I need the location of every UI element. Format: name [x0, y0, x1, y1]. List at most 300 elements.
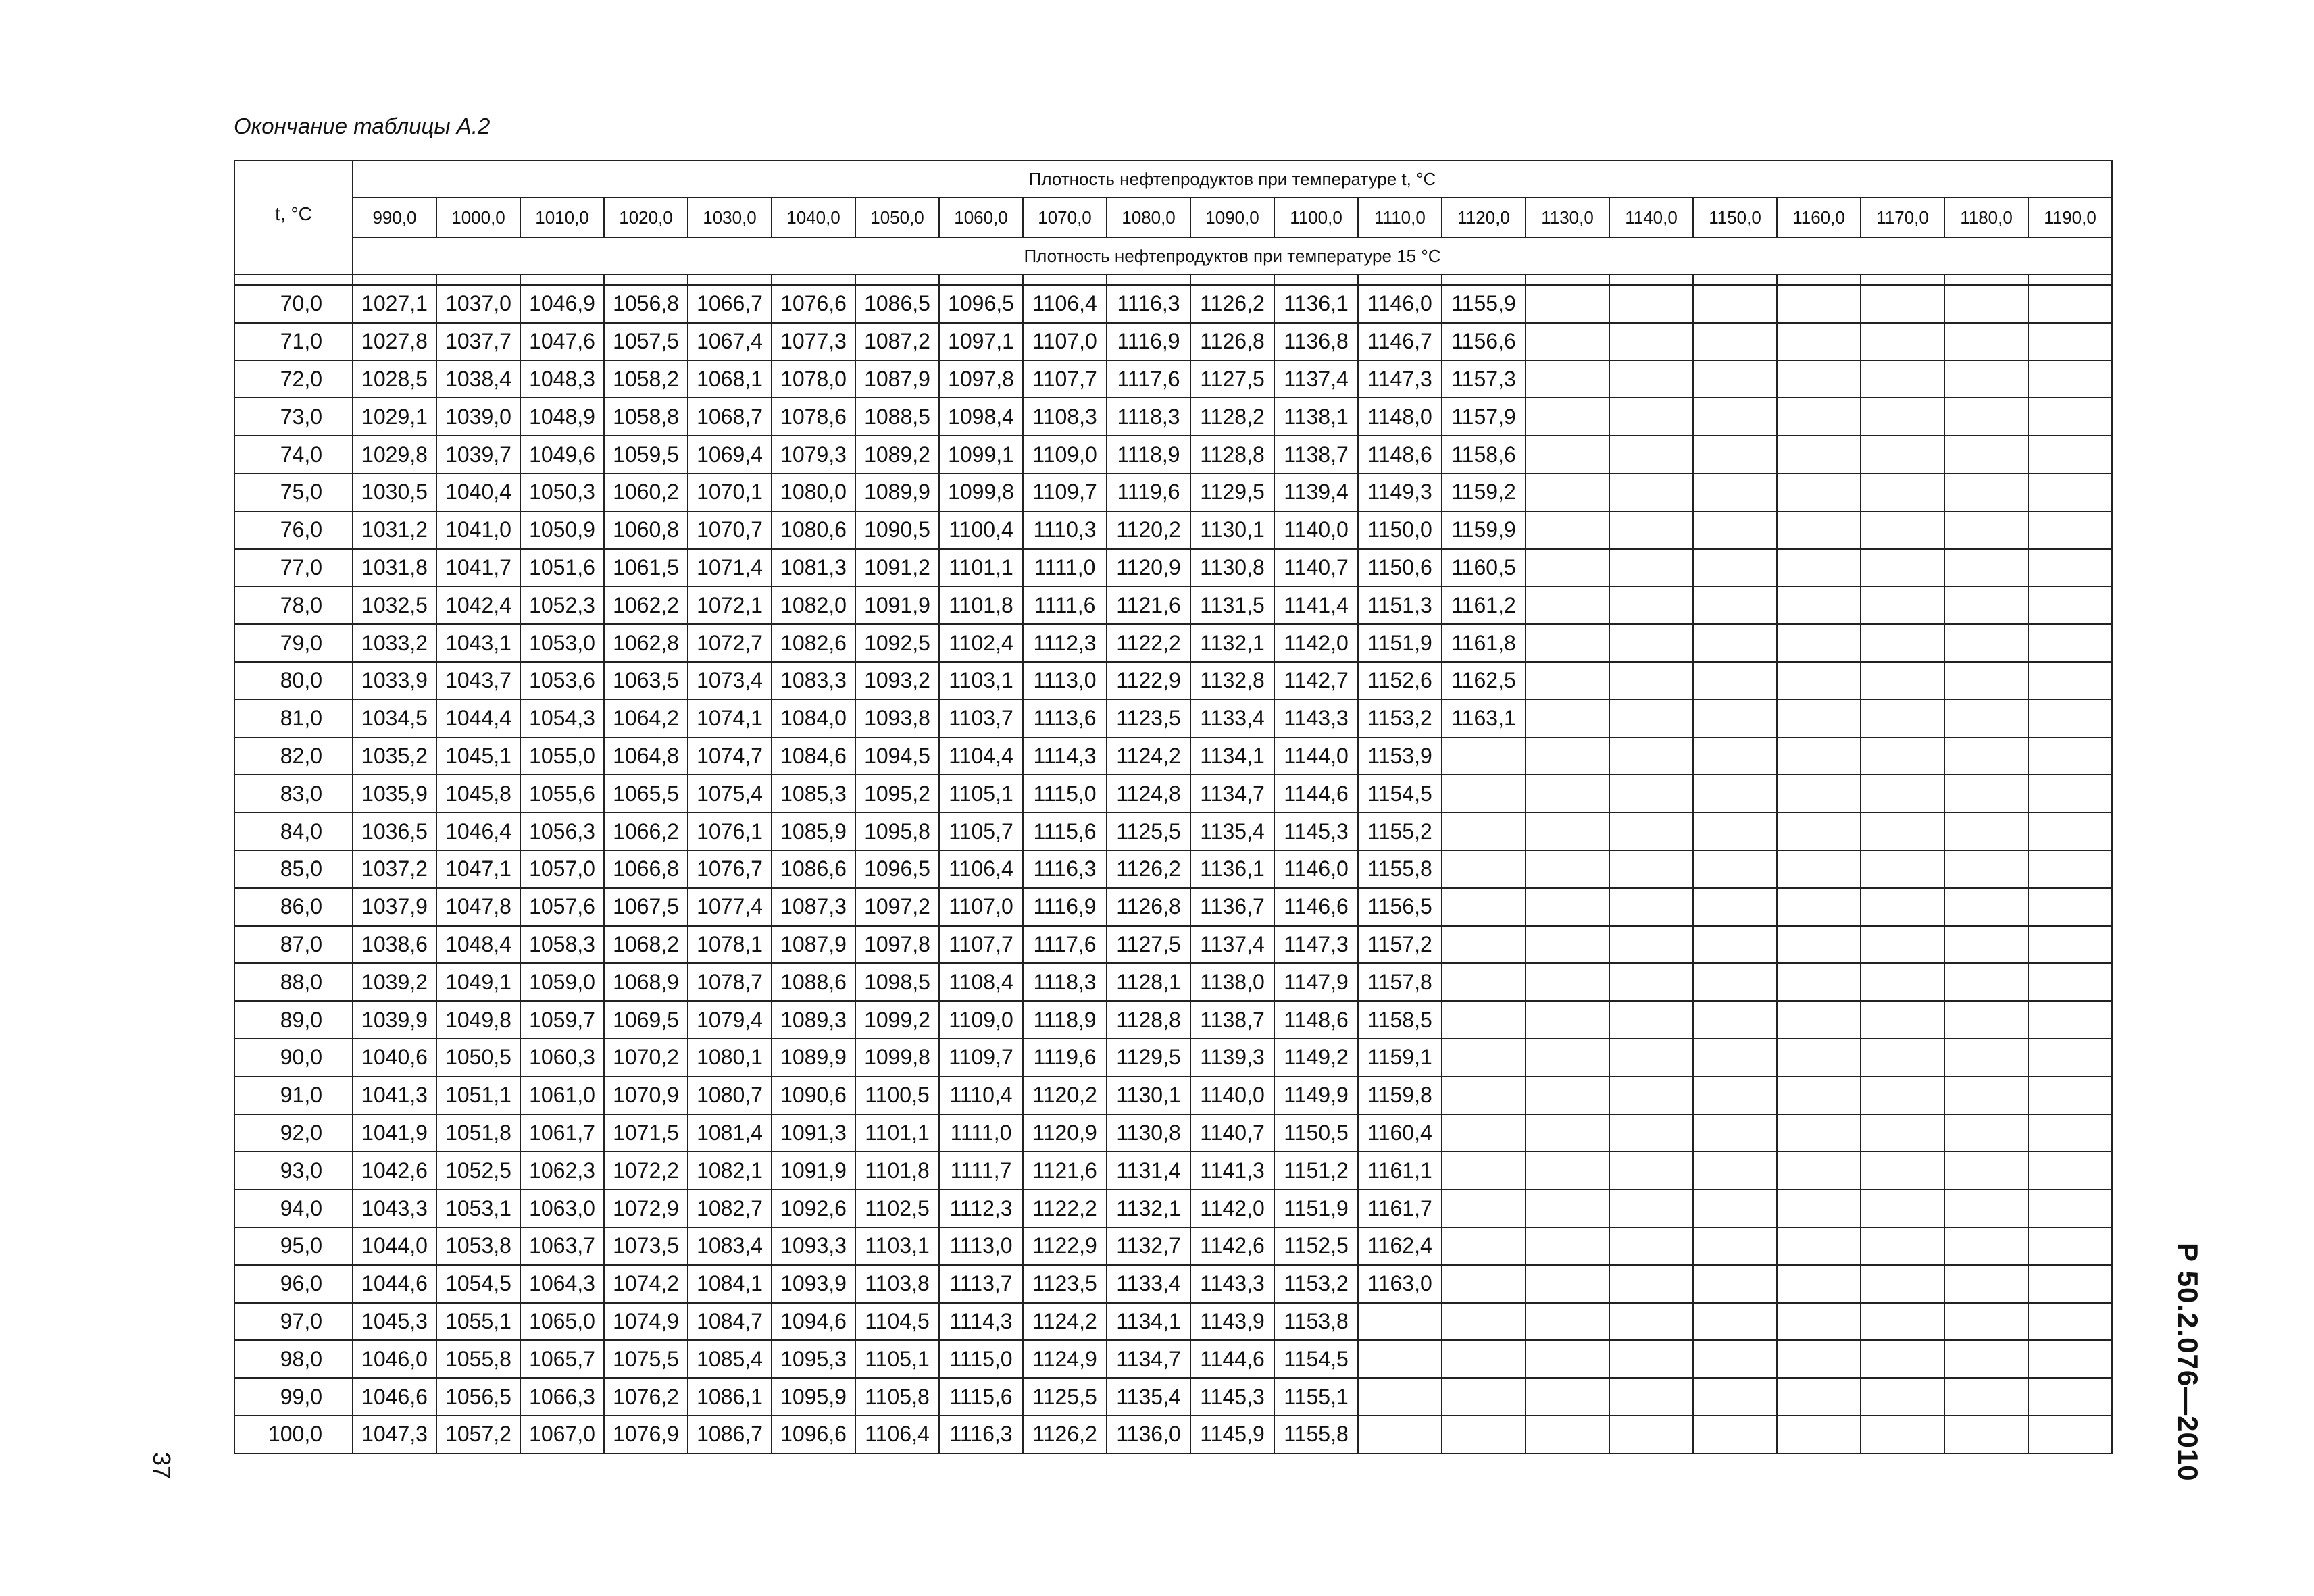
density-cell: 1085,4 [688, 1340, 772, 1378]
density-cell: 1155,1 [1274, 1378, 1358, 1416]
density-cell: 1133,4 [1190, 700, 1274, 738]
density-cell [1526, 1265, 1609, 1303]
density-cell: 1052,3 [520, 586, 604, 624]
density-cell [1693, 1265, 1777, 1303]
density-cell [2028, 624, 2112, 662]
temperature-cell: 74,0 [234, 436, 353, 473]
density-cell [1609, 775, 1693, 813]
spacer-cell [1693, 274, 1777, 285]
density-cell: 1153,9 [1358, 738, 1442, 775]
density-cell [1777, 926, 1861, 964]
density-cell: 1041,7 [436, 549, 520, 587]
density-cell [1609, 1189, 1693, 1227]
density-cell: 1029,1 [353, 398, 436, 436]
density-cell: 1057,2 [436, 1416, 520, 1453]
density-cell: 1071,4 [688, 549, 772, 587]
density-cell: 1050,3 [520, 473, 604, 511]
density-cell: 1097,8 [855, 926, 939, 964]
density-cell: 1031,2 [353, 511, 436, 549]
density-cell [1609, 549, 1693, 587]
density-cell [1609, 1303, 1693, 1341]
density-cell [1609, 511, 1693, 549]
density-cell: 1059,0 [520, 963, 604, 1001]
density-cell [1693, 662, 1777, 700]
density-cell: 1056,5 [436, 1378, 520, 1416]
density-cell [1609, 1152, 1693, 1189]
density-cell: 1065,0 [520, 1303, 604, 1341]
density-cell: 1047,3 [353, 1416, 436, 1453]
density-cell: 1104,4 [939, 738, 1023, 775]
density-cell: 1039,7 [436, 436, 520, 473]
density-cell: 1062,2 [604, 586, 688, 624]
density-cell: 1137,4 [1274, 361, 1358, 398]
temperature-cell: 71,0 [234, 323, 353, 361]
density-cell: 1057,5 [604, 323, 688, 361]
density-cell [1777, 624, 1861, 662]
spacer-cell [604, 274, 688, 285]
density-cell: 1113,6 [1023, 700, 1107, 738]
density-cell [1609, 1378, 1693, 1416]
spacer-cell [234, 274, 353, 285]
column-header: 990,0 [353, 197, 436, 238]
column-header: 1050,0 [855, 197, 939, 238]
density-cell [2028, 511, 2112, 549]
density-cell: 1140,7 [1274, 549, 1358, 587]
temperature-cell: 88,0 [234, 963, 353, 1001]
temperature-cell: 98,0 [234, 1340, 353, 1378]
density-cell: 1135,4 [1107, 1378, 1190, 1416]
density-cell [1777, 1227, 1861, 1265]
table-row [234, 1303, 2112, 1341]
density-cell: 1129,5 [1190, 473, 1274, 511]
density-cell: 1122,9 [1107, 662, 1190, 700]
density-cell: 1150,0 [1358, 511, 1442, 549]
density-cell: 1052,5 [436, 1152, 520, 1189]
density-cell [2028, 1416, 2112, 1453]
density-cell [1944, 738, 2028, 775]
density-cell: 1045,1 [436, 738, 520, 775]
density-cell: 1063,7 [520, 1227, 604, 1265]
table-row [234, 850, 2112, 888]
density-cell: 1086,7 [688, 1416, 772, 1453]
density-cell [1693, 1114, 1777, 1152]
density-cell: 1111,6 [1023, 586, 1107, 624]
density-cell [2028, 285, 2112, 323]
density-cell [1944, 850, 2028, 888]
density-cell: 1101,8 [855, 1152, 939, 1189]
density-cell: 1082,1 [688, 1152, 772, 1189]
density-cell [1861, 1303, 1944, 1341]
density-cell: 1047,6 [520, 323, 604, 361]
density-cell: 1116,9 [1107, 323, 1190, 361]
spacer-cell [2028, 274, 2112, 285]
density-cell: 1112,3 [939, 1189, 1023, 1227]
density-cell [1777, 1378, 1861, 1416]
density-cell [1861, 398, 1944, 436]
density-cell: 1034,5 [353, 700, 436, 738]
density-cell: 1127,5 [1190, 361, 1274, 398]
density-cell [1777, 1189, 1861, 1227]
density-cell [1861, 511, 1944, 549]
spacer-cell [1944, 274, 2028, 285]
density-cell: 1134,7 [1190, 775, 1274, 813]
table-row [234, 700, 2112, 738]
density-cell: 1125,5 [1023, 1378, 1107, 1416]
density-cell [1442, 1077, 1526, 1114]
density-cell: 1055,6 [520, 775, 604, 813]
density-cell: 1096,5 [939, 285, 1023, 323]
density-cell: 1162,5 [1442, 662, 1526, 700]
density-cell [2028, 398, 2112, 436]
density-cell [1526, 1416, 1609, 1453]
density-cell [1861, 775, 1944, 813]
density-cell: 1107,7 [1023, 361, 1107, 398]
density-cell: 1120,2 [1023, 1077, 1107, 1114]
density-cell: 1152,5 [1274, 1227, 1358, 1265]
column-header: 1010,0 [520, 197, 604, 238]
table-row [234, 926, 2112, 964]
column-header-row [234, 197, 2112, 238]
density-cell [1693, 361, 1777, 398]
density-cell: 1128,2 [1190, 398, 1274, 436]
density-cell [2028, 662, 2112, 700]
density-cell [1861, 1227, 1944, 1265]
density-cell: 1109,7 [1023, 473, 1107, 511]
density-cell: 1126,8 [1190, 323, 1274, 361]
density-cell [1693, 586, 1777, 624]
density-cell [1693, 775, 1777, 813]
density-cell: 1125,5 [1107, 813, 1190, 850]
t-column-header: t, °C [234, 161, 353, 274]
density-cell [1777, 1340, 1861, 1378]
density-cell: 1115,0 [939, 1340, 1023, 1378]
density-cell [1944, 963, 2028, 1001]
density-cell [1693, 850, 1777, 888]
density-cell: 1053,6 [520, 662, 604, 700]
density-cell: 1157,2 [1358, 926, 1442, 964]
density-cell: 1083,4 [688, 1227, 772, 1265]
density-cell: 1036,5 [353, 813, 436, 850]
density-cell: 1124,2 [1023, 1303, 1107, 1341]
table-row [234, 1114, 2112, 1152]
density-cell: 1146,7 [1358, 323, 1442, 361]
density-cell [2028, 963, 2112, 1001]
density-cell: 1051,6 [520, 549, 604, 587]
density-cell [1777, 888, 1861, 926]
density-cell: 1071,5 [604, 1114, 688, 1152]
density-cell: 1085,3 [772, 775, 855, 813]
density-cell: 1037,0 [436, 285, 520, 323]
table-row [234, 1001, 2112, 1039]
density-cell [1777, 586, 1861, 624]
density-cell [1526, 323, 1609, 361]
temperature-cell: 82,0 [234, 738, 353, 775]
density-cell: 1054,5 [436, 1265, 520, 1303]
density-cell [1526, 775, 1609, 813]
density-cell: 1072,7 [688, 624, 772, 662]
density-cell: 1141,3 [1190, 1152, 1274, 1189]
density-cell: 1132,7 [1107, 1227, 1190, 1265]
density-cell [1442, 1039, 1526, 1077]
density-cell [1442, 926, 1526, 964]
density-cell: 1057,6 [520, 888, 604, 926]
density-cell [1526, 888, 1609, 926]
spacer-cell [1358, 274, 1442, 285]
density-cell [1861, 1189, 1944, 1227]
density-cell: 1143,3 [1190, 1265, 1274, 1303]
density-cell: 1055,8 [436, 1340, 520, 1378]
table-row [234, 285, 2112, 323]
density-cell: 1037,7 [436, 323, 520, 361]
density-cell: 1107,0 [939, 888, 1023, 926]
density-cell: 1043,3 [353, 1189, 436, 1227]
density-cell [2028, 1001, 2112, 1039]
column-header: 1140,0 [1609, 197, 1693, 238]
density-cell: 1099,1 [939, 436, 1023, 473]
density-cell [1861, 549, 1944, 587]
density-cell: 1076,1 [688, 813, 772, 850]
density-cell [1693, 549, 1777, 587]
density-cell: 1103,1 [939, 662, 1023, 700]
density-cell: 1053,1 [436, 1189, 520, 1227]
density-cell [1944, 1001, 2028, 1039]
density-cell: 1092,5 [855, 624, 939, 662]
density-cell [1861, 624, 1944, 662]
density-cell: 1092,6 [772, 1189, 855, 1227]
density-cell [1609, 963, 1693, 1001]
column-header: 1160,0 [1777, 197, 1861, 238]
table-row [234, 813, 2112, 850]
density-cell [1442, 1416, 1526, 1453]
density-cell [1358, 1416, 1442, 1453]
density-cell: 1126,8 [1107, 888, 1190, 926]
density-cell: 1159,1 [1358, 1039, 1442, 1077]
temperature-cell: 77,0 [234, 549, 353, 587]
table-row [234, 1039, 2112, 1077]
density-cell: 1114,3 [939, 1303, 1023, 1341]
density-cell: 1163,1 [1442, 700, 1526, 738]
density-cell: 1126,2 [1107, 850, 1190, 888]
table-row [234, 436, 2112, 473]
table-row [234, 586, 2112, 624]
temperature-cell: 95,0 [234, 1227, 353, 1265]
density-cell: 1144,6 [1190, 1340, 1274, 1378]
spacer-cell [1526, 274, 1609, 285]
temperature-cell: 83,0 [234, 775, 353, 813]
density-cell: 1159,2 [1442, 473, 1526, 511]
density-cell: 1155,8 [1358, 850, 1442, 888]
density-cell: 1074,2 [604, 1265, 688, 1303]
column-header: 1150,0 [1693, 197, 1777, 238]
density-table [234, 160, 2113, 1454]
density-cell: 1151,9 [1274, 1189, 1358, 1227]
density-cell: 1066,8 [604, 850, 688, 888]
density-cell [1442, 738, 1526, 775]
density-cell: 1050,9 [520, 511, 604, 549]
density-cell [2028, 1152, 2112, 1189]
density-cell: 1078,6 [772, 398, 855, 436]
density-cell: 1041,9 [353, 1114, 436, 1152]
density-cell [1777, 1039, 1861, 1077]
density-cell: 1160,5 [1442, 549, 1526, 587]
density-cell: 1108,4 [939, 963, 1023, 1001]
density-cell [1861, 1265, 1944, 1303]
density-cell: 1073,5 [604, 1227, 688, 1265]
density-cell: 1111,0 [1023, 549, 1107, 587]
table-row [234, 1227, 2112, 1265]
density-cell: 1120,2 [1107, 511, 1190, 549]
density-cell: 1045,3 [353, 1303, 436, 1341]
column-header: 1080,0 [1107, 197, 1190, 238]
temperature-cell: 94,0 [234, 1189, 353, 1227]
density-cell [1693, 1039, 1777, 1077]
density-cell [1358, 1378, 1442, 1416]
density-cell: 1037,9 [353, 888, 436, 926]
density-cell: 1033,2 [353, 624, 436, 662]
density-cell: 1051,1 [436, 1077, 520, 1114]
density-cell [1609, 1114, 1693, 1152]
density-cell [1944, 285, 2028, 323]
density-cell [1609, 323, 1693, 361]
density-cell: 1097,1 [939, 323, 1023, 361]
density-cell: 1138,0 [1190, 963, 1274, 1001]
density-cell: 1070,9 [604, 1077, 688, 1114]
density-cell [1609, 926, 1693, 964]
density-cell [1609, 1039, 1693, 1077]
spacer-cell [1861, 274, 1944, 285]
density-cell: 1053,0 [520, 624, 604, 662]
temperature-cell: 99,0 [234, 1378, 353, 1416]
density-cell: 1087,3 [772, 888, 855, 926]
table-row [234, 1189, 2112, 1227]
density-cell: 1143,3 [1274, 700, 1358, 738]
spacer-cell [1777, 274, 1861, 285]
density-cell [1526, 549, 1609, 587]
density-cell: 1044,6 [353, 1265, 436, 1303]
density-cell [1693, 738, 1777, 775]
density-cell: 1141,4 [1274, 586, 1358, 624]
density-cell: 1058,2 [604, 361, 688, 398]
density-cell: 1123,5 [1107, 700, 1190, 738]
density-cell: 1064,2 [604, 700, 688, 738]
density-cell: 1148,6 [1358, 436, 1442, 473]
density-cell: 1078,7 [688, 963, 772, 1001]
density-cell [1609, 473, 1693, 511]
temperature-cell: 89,0 [234, 1001, 353, 1039]
density-cell: 1079,4 [688, 1001, 772, 1039]
table-row [234, 1340, 2112, 1378]
temperature-cell: 75,0 [234, 473, 353, 511]
density-cell [2028, 361, 2112, 398]
column-header: 1070,0 [1023, 197, 1107, 238]
density-cell [1526, 1152, 1609, 1189]
density-cell [2028, 775, 2112, 813]
density-cell: 1084,7 [688, 1303, 772, 1341]
density-cell: 1101,1 [939, 549, 1023, 587]
density-cell [1609, 1077, 1693, 1114]
column-header: 1020,0 [604, 197, 688, 238]
column-header: 1110,0 [1358, 197, 1442, 238]
table-row [234, 361, 2112, 398]
density-cell: 1068,2 [604, 926, 688, 964]
density-cell: 1109,0 [939, 1001, 1023, 1039]
table-row [234, 1416, 2112, 1453]
temperature-cell: 72,0 [234, 361, 353, 398]
density-cell: 1088,5 [855, 398, 939, 436]
density-cell: 1080,1 [688, 1039, 772, 1077]
density-cell: 1130,8 [1190, 549, 1274, 587]
density-cell: 1043,1 [436, 624, 520, 662]
density-cell [1526, 398, 1609, 436]
density-cell: 1157,9 [1442, 398, 1526, 436]
density-cell [1526, 624, 1609, 662]
density-cell: 1058,8 [604, 398, 688, 436]
density-cell: 1153,8 [1274, 1303, 1358, 1341]
density-cell: 1100,4 [939, 511, 1023, 549]
density-cell: 1148,6 [1274, 1001, 1358, 1039]
density-cell: 1157,8 [1358, 963, 1442, 1001]
density-cell [1609, 738, 1693, 775]
density-cell [1526, 436, 1609, 473]
density-cell [2028, 1340, 2112, 1378]
density-cell [1693, 1189, 1777, 1227]
density-cell: 1159,8 [1358, 1077, 1442, 1114]
density-cell [1944, 436, 2028, 473]
density-cell: 1114,3 [1023, 738, 1107, 775]
density-cell: 1126,2 [1023, 1416, 1107, 1453]
density-cell: 1124,2 [1107, 738, 1190, 775]
table-row [234, 511, 2112, 549]
density-cell [1944, 549, 2028, 587]
density-cell [1609, 436, 1693, 473]
density-cell: 1068,1 [688, 361, 772, 398]
density-cell: 1124,9 [1023, 1340, 1107, 1378]
density-cell [1442, 1265, 1526, 1303]
density-cell [1861, 850, 1944, 888]
table-row [234, 775, 2112, 813]
density-cell: 1128,8 [1107, 1001, 1190, 1039]
density-cell: 1146,0 [1274, 850, 1358, 888]
density-cell [1777, 473, 1861, 511]
density-cell: 1122,2 [1107, 624, 1190, 662]
density-cell [1442, 1152, 1526, 1189]
density-cell [1944, 473, 2028, 511]
density-cell: 1127,5 [1107, 926, 1190, 964]
density-cell [1526, 1303, 1609, 1341]
density-cell: 1053,8 [436, 1227, 520, 1265]
density-cell: 1067,4 [688, 323, 772, 361]
header-top-label: Плотность нефтепродуктов при температуре t, °C [353, 161, 2112, 197]
density-cell: 1113,7 [939, 1265, 1023, 1303]
density-cell: 1118,9 [1023, 1001, 1107, 1039]
density-cell: 1039,0 [436, 398, 520, 436]
density-cell [1442, 1189, 1526, 1227]
density-cell: 1153,2 [1358, 700, 1442, 738]
temperature-cell: 90,0 [234, 1039, 353, 1077]
table-row [234, 1077, 2112, 1114]
table-row [234, 1265, 2112, 1303]
spacer-cell [772, 274, 855, 285]
page-number: 37 [148, 1452, 176, 1480]
density-cell [2028, 813, 2112, 850]
density-cell [1526, 285, 1609, 323]
density-cell: 1106,4 [1023, 285, 1107, 323]
density-cell [1861, 323, 1944, 361]
density-cell: 1103,7 [939, 700, 1023, 738]
density-cell [1777, 850, 1861, 888]
density-cell: 1136,0 [1107, 1416, 1190, 1453]
density-cell: 1040,6 [353, 1039, 436, 1077]
